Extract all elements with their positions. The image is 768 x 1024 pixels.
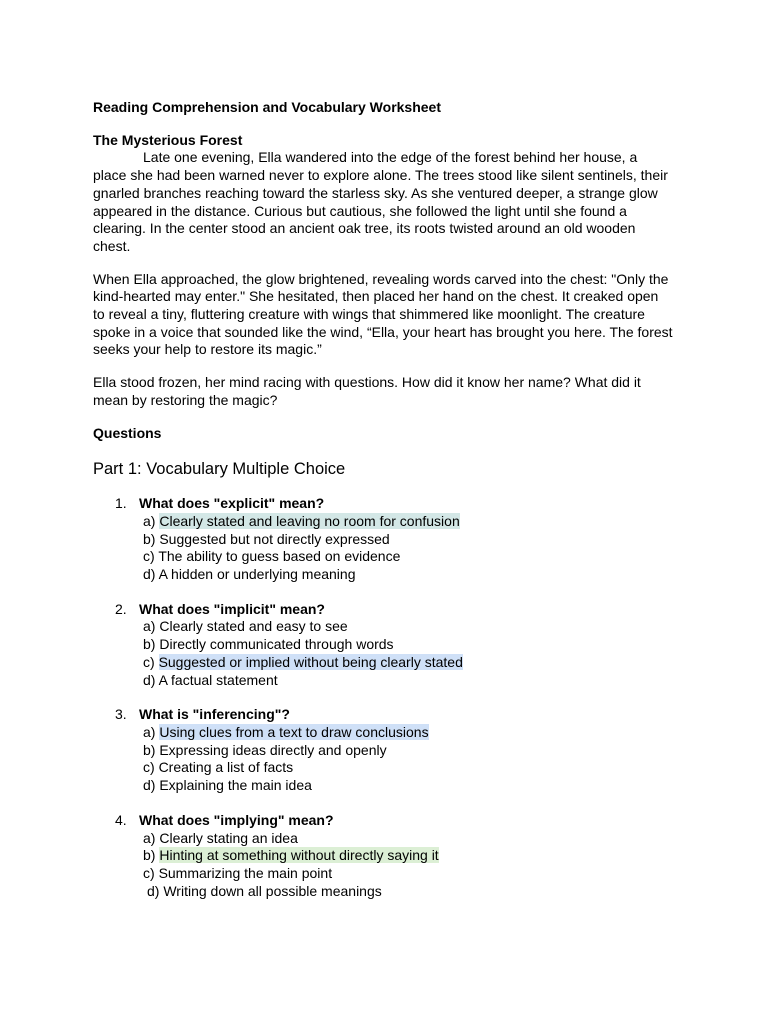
- option-letter: a): [143, 829, 160, 846]
- option-text: Clearly stated and easy to see: [159, 618, 348, 635]
- option-letter: d): [143, 777, 160, 794]
- option-letter: d): [147, 882, 164, 899]
- questions-heading: Questions: [93, 424, 162, 441]
- option-letter: a): [143, 512, 160, 529]
- worksheet-page: [93, 99, 673, 917]
- option-text: Suggested but not directly expressed: [159, 530, 390, 547]
- answer-option: [93, 566, 673, 584]
- question-prompt: [93, 812, 673, 830]
- answer-option: [93, 724, 673, 742]
- option-letter: b): [143, 636, 160, 653]
- option-letter: b): [143, 847, 160, 864]
- option-letter: c): [143, 759, 159, 776]
- answer-option: [93, 636, 673, 654]
- option-letter: c): [143, 653, 159, 670]
- option-text: Explaining the main idea: [159, 777, 312, 794]
- answer-option: [93, 777, 673, 795]
- answer-option: [93, 759, 673, 777]
- story-paragraph-1: Late one evening, Ella wandered into the edge of the forest behind her house, a place she had been warned never to explore alone. The trees stood like silent sentinels, their gnarled branches reaching toward the starless sky. As she ventured deeper, a strange glow appeared in the distance. Curious but cautious, she followed the light until she found a clearing. In the center stood an ancient oak tree, its roots twisted around an old wooden chest.: [93, 149, 668, 254]
- option-letter: a): [143, 723, 160, 740]
- option-letter: d): [143, 566, 159, 583]
- question-1: [93, 495, 673, 584]
- question-list: [93, 495, 673, 900]
- option-text: A hidden or underlying meaning: [158, 566, 356, 583]
- answer-option: [93, 513, 673, 531]
- part1-heading: Part 1: Vocabulary Multiple Choice: [93, 460, 346, 479]
- question-text: What is "inferencing"?: [139, 706, 290, 723]
- option-text: Creating a list of facts: [158, 759, 294, 776]
- question-number: 1.: [115, 495, 127, 512]
- option-text: Clearly stating an idea: [159, 829, 298, 846]
- option-text: Directly communicated through words: [159, 636, 394, 653]
- option-text: A factual statement: [158, 671, 278, 688]
- question-number: 3.: [115, 706, 127, 723]
- question-4: [93, 812, 673, 901]
- story-paragraph-2: When Ella approached, the glow brightened, revealing words carved into the chest: "Only the kind-hearted may enter." She hesitated, then placed her hand on the chest. It creaked open to reveal a tiny, fluttering creature with wings that shimmered like moonlight. The creature spoke in a voice that sounded like the wind, “Ella, your heart has brought you here. The forest seeks your help to restore its magic.”: [93, 270, 673, 358]
- story-title: The Mysterious Forest: [93, 131, 243, 148]
- answer-option: [93, 654, 673, 672]
- answer-option: [93, 618, 673, 636]
- option-letter: b): [143, 741, 160, 758]
- option-letter: c): [143, 548, 159, 565]
- option-letter: b): [143, 530, 160, 547]
- option-letter: c): [143, 864, 159, 881]
- answer-option: [93, 847, 673, 865]
- answer-option: [93, 865, 673, 883]
- answer-option: [93, 742, 673, 760]
- option-letter: d): [143, 671, 159, 688]
- question-2: [93, 601, 673, 690]
- question-prompt: [93, 601, 673, 619]
- option-text: Expressing ideas directly and openly: [159, 741, 387, 758]
- answer-option: [93, 830, 673, 848]
- option-text: Writing down all possible meanings: [163, 882, 382, 899]
- question-number: 2.: [115, 600, 127, 617]
- question-number: 4.: [115, 811, 127, 828]
- answer-option: [93, 548, 673, 566]
- question-prompt: [93, 495, 673, 513]
- answer-option: [93, 672, 673, 690]
- story-paragraph-3: Ella stood frozen, her mind racing with questions. How did it know her name? What did it mean by restoring the magic?: [93, 374, 641, 408]
- option-text: The ability to guess based on evidence: [158, 548, 401, 565]
- question-text: What does "implying" mean?: [139, 811, 334, 828]
- question-3: [93, 706, 673, 795]
- option-text-highlighted: Hinting at something without directly saying it: [159, 847, 439, 864]
- question-text: What does "explicit" mean?: [139, 495, 325, 512]
- answer-option: [93, 883, 673, 901]
- option-letter: a): [143, 618, 160, 635]
- question-text: What does "implicit" mean?: [139, 600, 325, 617]
- document-title: Reading Comprehension and Vocabulary Worksheet: [93, 99, 441, 115]
- option-text-highlighted: Clearly stated and leaving no room for confusion: [159, 512, 460, 529]
- question-prompt: [93, 706, 673, 724]
- option-text: Summarizing the main point: [158, 864, 333, 881]
- answer-option: [93, 531, 673, 549]
- option-text-highlighted: Suggested or implied without being clearly stated: [158, 653, 463, 670]
- option-text-highlighted: Using clues from a text to draw conclusions: [159, 723, 429, 740]
